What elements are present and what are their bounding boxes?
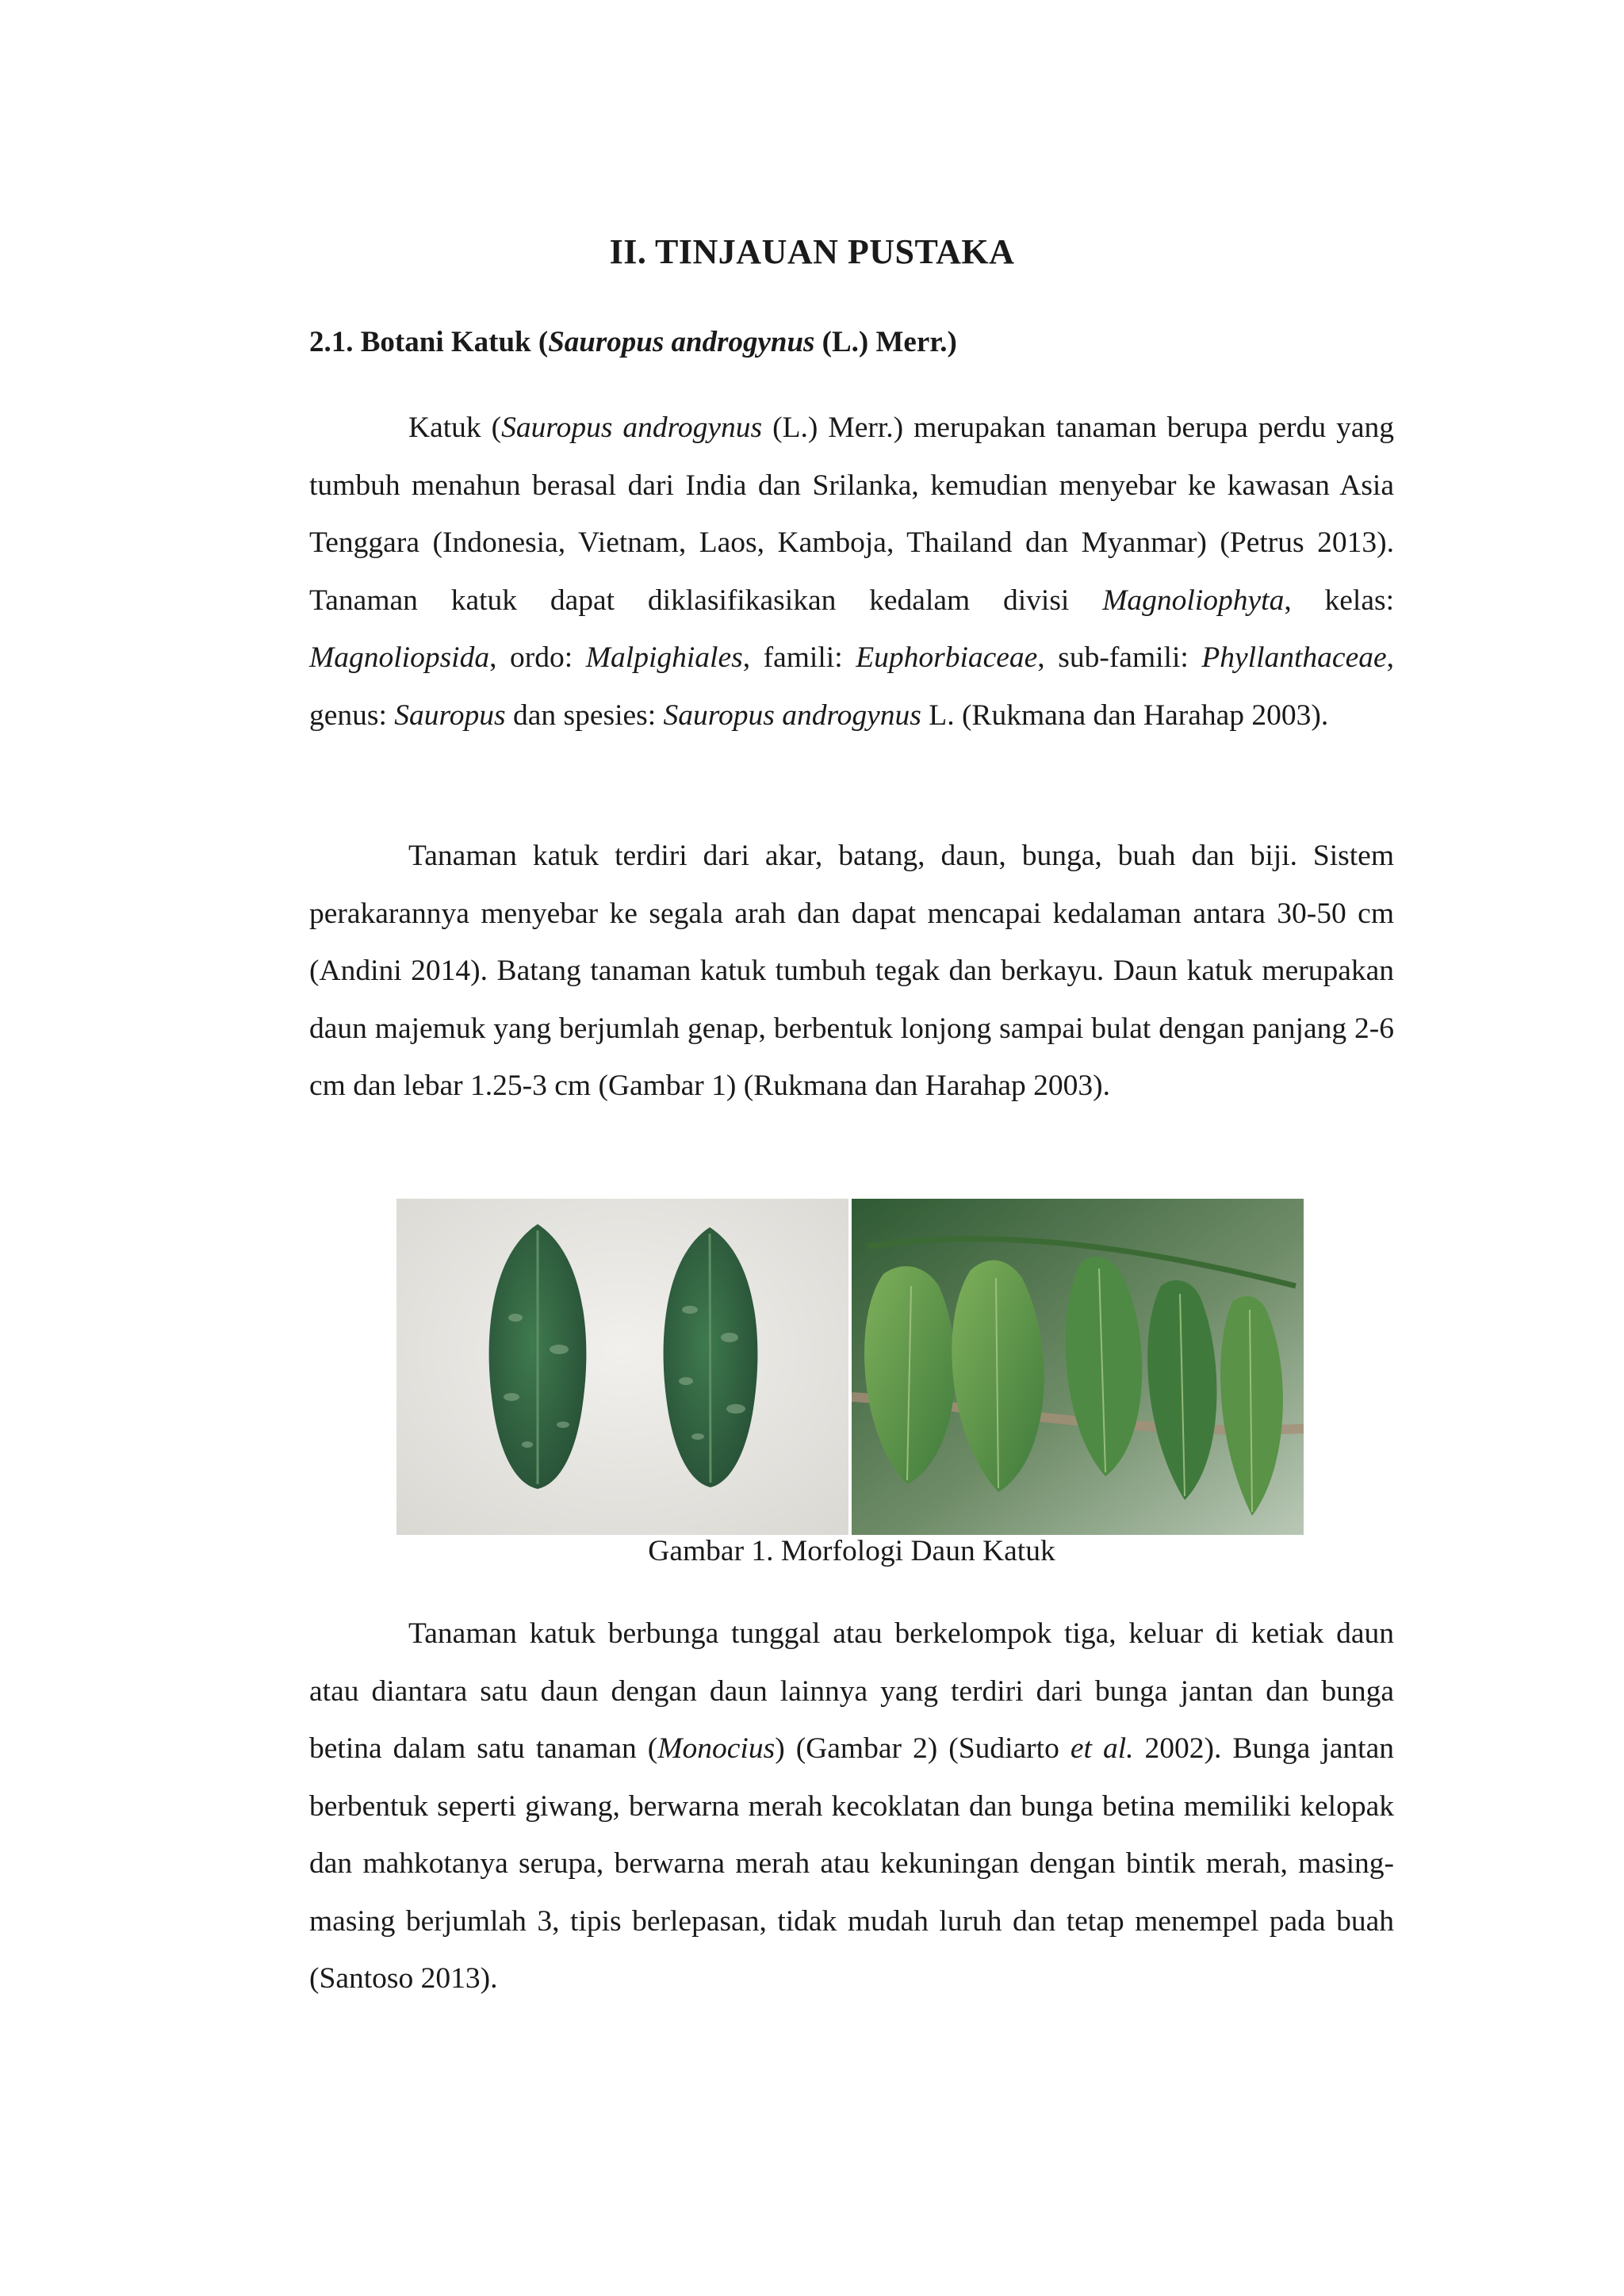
paragraph-flowers <box>309 1605 1394 2008</box>
italic-term: Monocius <box>657 1732 776 1765</box>
italic-taxon: Sauropus <box>394 698 506 732</box>
figure-caption: Gambar 1. Morfologi Daun Katuk <box>648 1535 1055 1567</box>
text-run: L. (Rukmana dan Harahap 2003). <box>921 698 1329 732</box>
section-heading-prefix: 2.1. Botani Katuk ( <box>309 326 549 358</box>
italic-taxon: Malpighiales <box>585 641 743 674</box>
text-run: dan spesies: <box>505 698 664 732</box>
text-run: , kelas: <box>1284 584 1394 617</box>
text-run: , famili: <box>742 641 856 674</box>
text-run: 2002). Bunga jantan berbentuk seperti giwang, berwarna merah kecoklatan dan bunga betina memiliki kelopak dan mahkotanya serupa, berwarna merah atau kekuningan dengan bintik merah, masing-masing berjumlah 3, tipis berlepasan, tidak mudah luruh dan tetap menempel pada buah (Santoso 2013). <box>309 1732 1394 1995</box>
italic-species: Sauropus androgynus <box>663 698 921 732</box>
leaf-photo-right-drawing <box>852 1199 1304 1535</box>
section-heading-suffix: (L.) Merr.) <box>814 326 957 358</box>
text-run: Tanaman katuk berbunga tunggal atau berkelompok tiga, keluar di ketiak daun atau diantara satu daun dengan daun lainnya yang terdiri dari bunga jantan dan bunga betina dalam satu tanaman ( <box>309 1617 1394 1765</box>
italic-species: Sauropus androgynus <box>501 411 763 444</box>
italic-taxon: Magnoliophyta <box>1102 584 1285 617</box>
section-heading <box>309 325 957 359</box>
text-run: , ordo: <box>489 641 586 674</box>
italic-taxon: Euphorbiaceae <box>856 641 1038 674</box>
photo-leaves-on-plant <box>852 1199 1304 1535</box>
text-run: (L.) Merr.) merupakan tanaman berupa perdu yang tumbuh menahun berasal dari India dan Srilanka, kemudian menyebar ke kawasan Asia Tenggara (Indonesia, Vietnam, Laos, Kamboja, Thailand dan Myanmar) (Petrus 2013). Tanaman katuk dapat diklasifikasikan kedalam divisi <box>309 411 1394 617</box>
italic-citation: et al. <box>1070 1732 1134 1765</box>
figure-leaf-morphology <box>396 1199 1304 1535</box>
section-heading-species: Sauropus androgynus <box>548 326 815 358</box>
chapter-title: II. TINJAUAN PUSTAKA <box>609 232 1015 271</box>
photo-detached-leaves <box>396 1199 848 1535</box>
text-run: Katuk ( <box>408 411 502 444</box>
text-run: , genus: <box>309 641 1394 732</box>
italic-taxon: Magnoliopsida <box>309 641 490 674</box>
paragraph-origin-classification <box>309 400 1394 744</box>
text-run: ) (Gambar 2) (Sudiarto <box>775 1732 1071 1765</box>
italic-taxon: Phyllanthaceae <box>1201 641 1387 674</box>
text-run: , sub-famili: <box>1037 641 1202 674</box>
paragraph-morphology: Tanaman katuk terdiri dari akar, batang, daun, bunga, buah dan biji. Sistem perakarannya menyebar ke segala arah dan dapat mencapai kedalaman antara 30-50 cm (Andini 2014). Batang tanaman katuk tumbuh tegak dan berkayu. Daun katuk merupakan daun majemuk yang berjumlah genap, berbentuk lonjong sampai bulat dengan panjang 2-6 cm dan lebar 1.25-3 cm (Gambar 1) (Rukmana dan Harahap 2003). <box>309 840 1394 1102</box>
leaf-photo-left-drawing <box>396 1199 848 1535</box>
